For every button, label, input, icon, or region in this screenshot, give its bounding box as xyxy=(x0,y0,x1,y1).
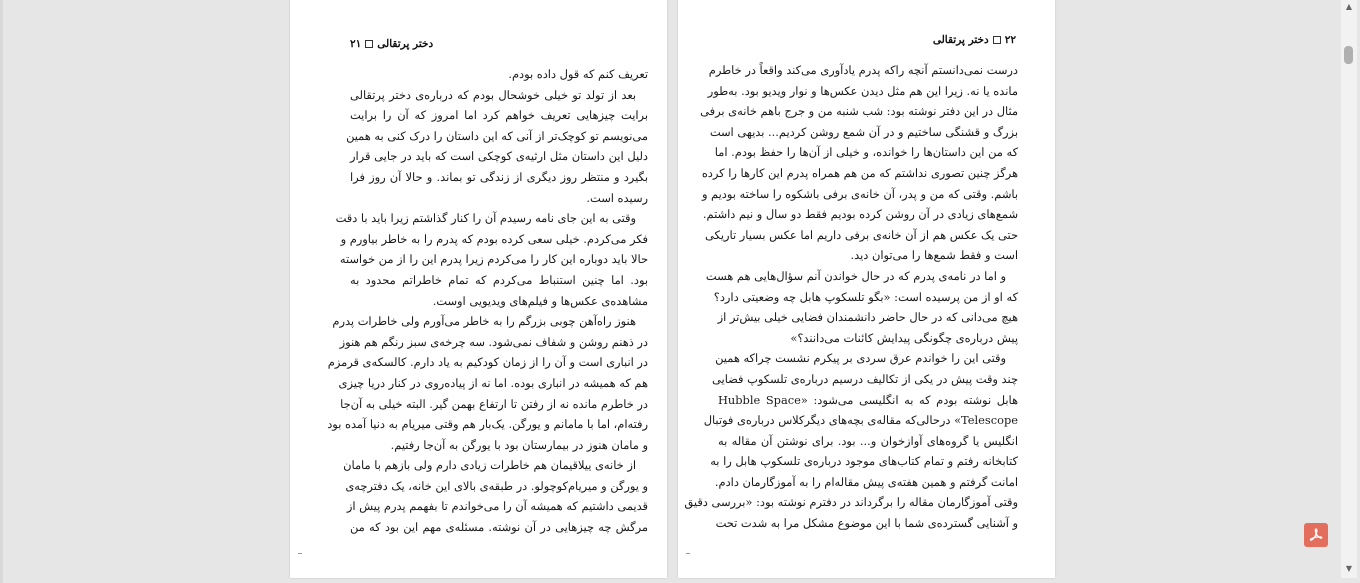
page-corner-mark xyxy=(298,553,302,554)
text-line: هیچ می‌دانی که در حال حاضر دانشمندان فضایی خیلی بیش‌تر از xyxy=(717,310,1018,325)
text-line: مشاهده‌ی عکس‌ها و فیلم‌های ویدیویی اوست. xyxy=(432,293,648,308)
text-line: وقتی به این جای نامه رسیدم آن را کنار گذاشتم زیرا باید با دقت xyxy=(335,211,636,226)
text-line: کتابخانه رفتم و تمام کتاب‌های موجود درباره‌ی تلسکوپ هابل را به xyxy=(710,454,1018,469)
text-line: هم که همیشه در انباری بوده. اما نه از پیاده‌روی در کنار دریا چیزی xyxy=(338,375,648,390)
text-line: دلیل این داستان مثل ارثیه‌ی کوچکی است که باید در جایی قرار xyxy=(350,149,648,164)
text-line: حتی یک عکس هم از آن خانه‌ی برفی داریم اما عکس بسیار تاریکی xyxy=(705,227,1018,242)
text-line: انگلیس یا گروه‌های آوازخوان و... بود. برای نوشتن آن مقاله به xyxy=(718,433,1018,448)
text-line: مانده یا نه. زیرا این هم مثل دیدن عکس‌ها و نوار ویدیو بود. به‌طور xyxy=(707,83,1018,98)
text-line: امانت گرفتم و همین هفته‌ی پیش مقاله‌ام را به آموزگارمان دادم. xyxy=(714,474,1018,489)
text-line: قدیمی داشتیم که همیشه آن را می‌خواندم تا بفهمم پدرم پیش از xyxy=(346,499,648,514)
text-line: چند وقت پیش در یکی از تکالیف درسیم درباره‌ی تلسکوپ فضایی xyxy=(712,371,1018,386)
page-22 xyxy=(678,0,1055,578)
text-line: در خاطرم مانده نه از رفتن تا ارتفاع بهمن گیر. البته خیلی به آن‌جا xyxy=(340,396,648,411)
header-title: دختر پرتقالی xyxy=(932,34,989,46)
text-line: از خانه‌ی ییلاقیمان هم خاطرات زیادی دارم ولی بازهم با مامان xyxy=(343,458,636,473)
text-line: هنوز راه‌آهن چوبی بزرگم را به خاطر می‌آورم ولی خاطرات پدرم xyxy=(332,314,636,329)
text-line: فکر می‌کردم. خیلی سعی کرده بودم که پدرم را به خاطر بیاورم و xyxy=(340,231,648,246)
text-line: و یورگن و میریام‌کوچولو. در طبقه‌ی بالای این خانه، یک دفترچه‌ی xyxy=(345,478,648,493)
scrollbar-thumb[interactable] xyxy=(1344,46,1353,64)
text-line: بعد از تولد تو خیلی خوشحال بودم که درباره‌ی دختر پرتقالی xyxy=(350,87,636,102)
acrobat-pdf-button[interactable] xyxy=(1304,523,1328,547)
text-line: و مامان هنوز در بیمارستان بود با یورگن به آن‌جا رفتیم. xyxy=(390,437,648,452)
scroll-up-arrow-icon[interactable]: ▲ xyxy=(1345,2,1353,11)
page-corner-mark xyxy=(686,553,690,554)
text-line: حالا باید دوباره این کار را می‌کردم زیرا پدرم این را از من خواسته xyxy=(339,252,648,267)
text-line: برایت چیزهایی تعریف خواهم کرد اما امروز که آن را برایت xyxy=(350,108,648,123)
viewer-left-edge xyxy=(0,0,3,583)
header-page-number: ۲۱ xyxy=(350,38,362,50)
text-line: Telescope» درحالی‌که مقاله‌ی بچه‌های دیگرکلاس درباره‌ی فوتبال xyxy=(703,413,1018,428)
text-line: در انباری است و آن را از زمان کودکیم به یاد دارم. کالسکه‌ی قرمزم xyxy=(327,355,648,370)
text-line: وقتی آموزگارمان مقاله را برگرداند در دفترم نوشته بود: «بررسی دقیق xyxy=(684,495,1018,510)
text-line: پیش درباره‌ی چگونگی پیدایش کائنات می‌دانند؟» xyxy=(790,330,1018,345)
text-line: و اما در نامه‌ی پدرم که در حال خواندن آنم سؤال‌هایی هم هست xyxy=(705,268,1006,283)
header-box-icon xyxy=(993,36,1001,44)
text-line: رفته‌ام، اما با مامانم و یورگن. یک‌بار هم وقتی میریام به دنیا آمده بود xyxy=(327,417,648,432)
header-title: دختر پرتقالی xyxy=(377,38,434,50)
text-line: و آشنایی گسترده‌ی شما با این موضوع مشکل مرا به شدت تحت xyxy=(715,516,1018,531)
page-body-text xyxy=(327,64,648,538)
text-line: باشم. وقتی که من و پدر، آن خانه‌ی برفی باشکوه را ساخته بودیم و xyxy=(701,186,1018,201)
page-header xyxy=(350,38,550,50)
header-page-number: ۲۲ xyxy=(1004,34,1016,46)
text-line: در ذهنم روشن و شفاف نمی‌شود. سه چرخه‌ی سبز رنگم هم هنوز xyxy=(339,334,648,349)
vertical-scrollbar[interactable] xyxy=(1341,0,1357,578)
text-line: وقتی این را خواندم عرق سردی بر پیکرم نشست چراکه همین xyxy=(715,351,1006,366)
scroll-down-arrow-icon[interactable]: ▼ xyxy=(1345,564,1353,573)
text-line: که من این داستان‌ها را خوانده، و خیلی از آن‌ها را حفظ بودم. اما xyxy=(714,145,1018,160)
text-line: بزرگ و قشنگی ساختیم و در آن شمع روشن کردیم... بدیهی است xyxy=(709,124,1018,139)
text-line: است و فقط شمع‌ها را می‌توان دید. xyxy=(850,248,1018,263)
header-box-icon xyxy=(365,40,373,48)
text-line: هرگز چنین تصوری نداشتم که من هم همراه پدرم این کارها را کرده xyxy=(701,165,1018,180)
text-line: بود. اما چنین استنباط می‌کردم که تمام خاطراتم محدود به xyxy=(350,272,648,287)
acrobat-pdf-icon xyxy=(1308,527,1324,543)
text-line: بگیرد و منتظر روز دیگری از زندگی تو بماند. و حالا آن روز فرا xyxy=(350,169,648,184)
page-21 xyxy=(290,0,667,578)
text-line: رسیده است. xyxy=(586,190,648,205)
page-header xyxy=(678,34,1016,46)
text-line: مثال در این دفتر نوشته بود: شب شنبه من و جرج باهم خانه‌ی برفی xyxy=(700,104,1018,119)
text-line: که او از من پرسیده است: «بگو تلسکوپ هابل چه وضعیتی دارد؟ xyxy=(713,289,1018,304)
text-line: تعریف کنم که قول داده بودم. xyxy=(508,67,648,81)
text-line: مرگش چه چیزهایی در آن نوشته. مسئله‌ی مهم این بود که من xyxy=(350,520,648,535)
text-line: درست نمی‌دانستم آنچه راکه پدرم یادآوری می‌کند واقعاً در خاطرم xyxy=(708,63,1018,77)
text-line: شمع‌های زیادی در آن روشن کرده بودیم فقط دو سال و نیم داشتم. xyxy=(702,207,1018,222)
text-line: هابل نوشته بودم که به انگلیسی می‌شود: «Hubble Space xyxy=(718,392,1019,407)
text-line: می‌نویسم تو کوچک‌تر از آنی که این داستان را درک کنی به همین xyxy=(346,128,648,143)
page-body-text xyxy=(684,60,1019,534)
